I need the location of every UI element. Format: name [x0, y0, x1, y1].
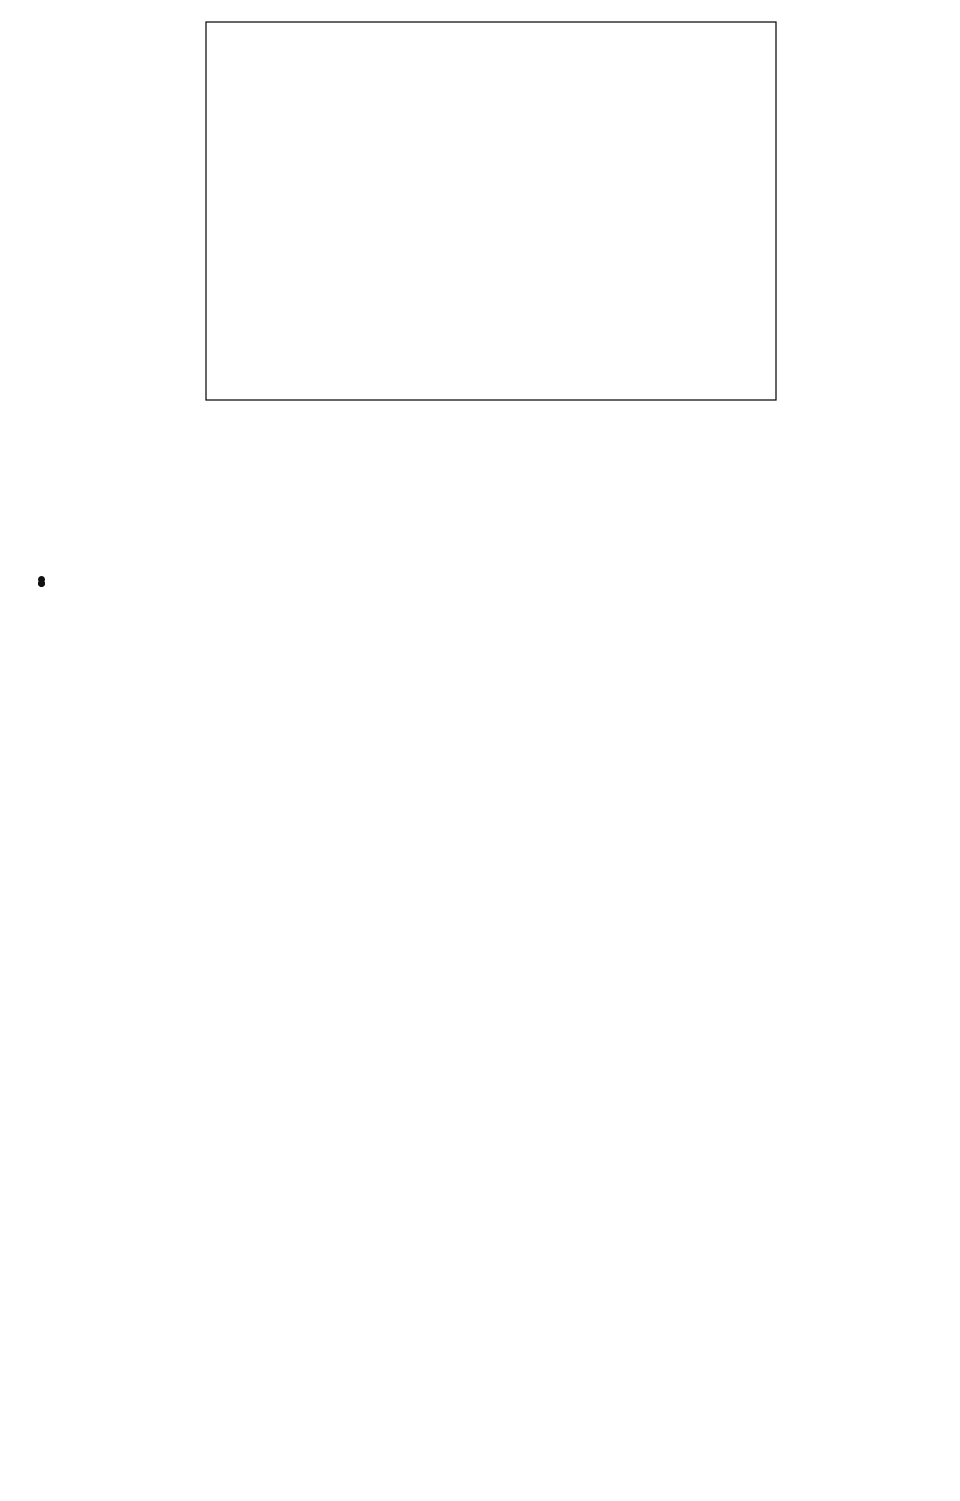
process-list — [0, 565, 958, 569]
bullet-icon — [38, 580, 45, 587]
plot-frame — [206, 22, 776, 400]
ph-diagram-figure — [140, 0, 800, 460]
